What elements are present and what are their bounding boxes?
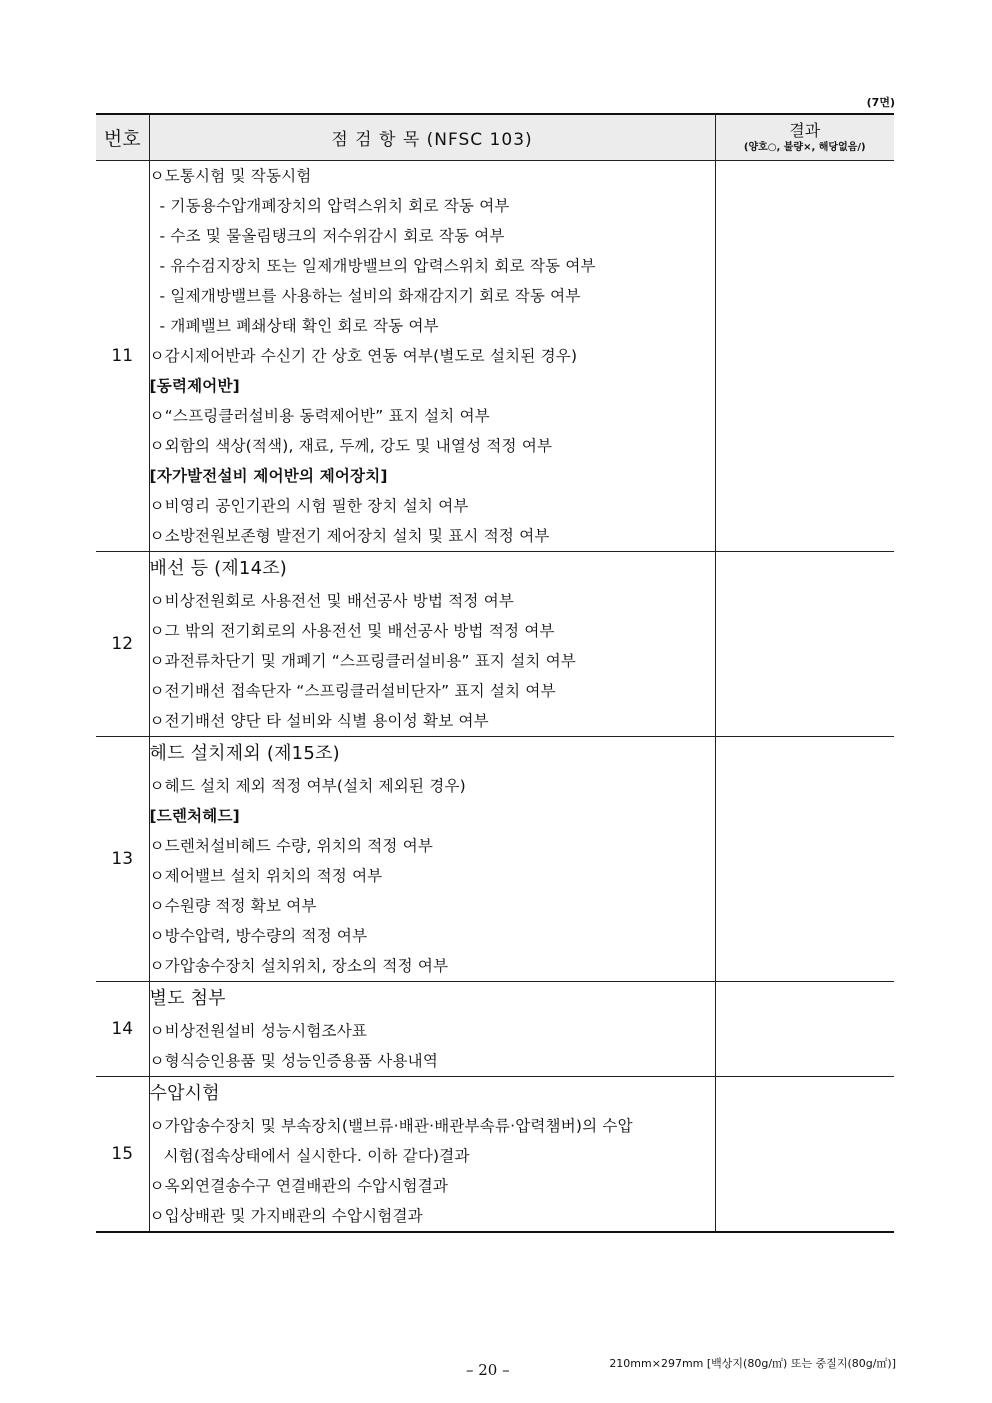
check-item: ㅇ비영리 공인기관의 시험 필한 장치 설치 여부	[149, 497, 469, 515]
result-cell[interactable]	[715, 161, 894, 552]
row-items	[149, 982, 715, 1077]
check-item: ㅇ비상전원회로 사용전선 및 배선공사 방법 적정 여부	[149, 592, 515, 610]
page-number: – 20 –	[466, 1361, 510, 1379]
row-number: 14	[96, 982, 149, 1077]
table-row	[96, 982, 894, 1077]
check-item: ㅇ드렌처설비헤드 수량, 위치의 적정 여부	[149, 837, 434, 855]
result-cell[interactable]	[715, 737, 894, 982]
check-item: ㅇ감시제어반과 수신기 간 상호 연동 여부(별도로 설치된 경우)	[149, 347, 578, 365]
result-cell[interactable]	[715, 1077, 894, 1233]
result-legend: (양호○, 불량×, 해당없음/)	[743, 141, 866, 153]
paper-size-note: 210mm×297mm [백상지(80g/㎡) 또는 중질지(80g/㎡)]	[609, 1357, 896, 1370]
check-item: 별도 첨부	[149, 988, 226, 1009]
table-row	[96, 552, 894, 737]
check-item: ㅇ형식승인용품 및 성능인증용품 사용내역	[149, 1052, 438, 1070]
check-item: ㅇ전기배선 양단 타 설비와 식별 용이성 확보 여부	[149, 712, 489, 730]
result-cell[interactable]	[715, 982, 894, 1077]
check-item: - 일제개방밸브를 사용하는 설비의 화재감지기 회로 작동 여부	[159, 287, 581, 305]
check-item: 배선 등 (제14조)	[149, 558, 288, 579]
check-item: ㅇ“스프링클러설비용 동력제어반” 표지 설치 여부	[149, 407, 490, 425]
check-item: ㅇ제어밸브 설치 위치의 적정 여부	[149, 867, 383, 885]
check-item: ㅇ옥외연결송수구 연결배관의 수압시험결과	[149, 1177, 449, 1195]
result-cell[interactable]	[715, 552, 894, 737]
page-label: (7면)	[866, 96, 895, 109]
row-items	[149, 552, 715, 737]
check-item: ㅇ입상배관 및 가지배관의 수압시험결과	[149, 1207, 423, 1225]
row-items	[149, 1077, 715, 1233]
check-item: ㅇ헤드 설치 제외 적정 여부(설치 제외된 경우)	[149, 777, 466, 795]
check-item: 헤드 설치제외 (제15조)	[149, 743, 340, 764]
table-header-row	[96, 114, 894, 161]
check-item: ㅇ외함의 색상(적색), 재료, 두께, 강도 및 내열성 적정 여부	[149, 437, 553, 455]
checklist-table	[96, 113, 894, 1233]
result-title: 결과	[789, 120, 821, 140]
check-item: - 유수검지장치 또는 일제개방밸브의 압력스위치 회로 작동 여부	[159, 257, 596, 275]
row-number: 15	[96, 1077, 149, 1233]
check-item: ㅇ가압송수장치 및 부속장치(밸브류·배관·배관부속류·압력챔버)의 수압	[149, 1117, 633, 1135]
check-item: [자가발전설비 제어반의 제어장치]	[149, 467, 388, 485]
check-item: - 기동용수압개폐장치의 압력스위치 회로 작동 여부	[159, 197, 510, 215]
check-item: ㅇ전기배선 접속단자 “스프링클러설비단자” 표지 설치 여부	[149, 682, 556, 700]
header-number: 번호	[96, 114, 149, 161]
header-result	[715, 114, 894, 161]
check-item: - 수조 및 물올림탱크의 저수위감시 회로 작동 여부	[159, 227, 505, 245]
table-row	[96, 161, 894, 552]
table-row	[96, 1077, 894, 1233]
check-item: 시험(접속상태에서 실시한다. 이하 같다)결과	[163, 1147, 470, 1165]
check-item: [동력제어반]	[149, 377, 240, 395]
check-item: 수압시험	[149, 1083, 220, 1104]
table-row	[96, 737, 894, 982]
check-item: ㅇ그 밖의 전기회로의 사용전선 및 배선공사 방법 적정 여부	[149, 622, 555, 640]
check-item: ㅇ도통시험 및 작동시험	[149, 167, 312, 185]
check-item: ㅇ소방전원보존형 발전기 제어장치 설치 및 표시 적정 여부	[149, 527, 550, 545]
check-item: ㅇ비상전원설비 성능시험조사표	[149, 1022, 368, 1040]
row-number: 13	[96, 737, 149, 982]
check-item: ㅇ수원량 적정 확보 여부	[149, 897, 317, 915]
row-number: 11	[96, 161, 149, 552]
header-item: 점 검 항 목 (NFSC 103)	[149, 114, 715, 161]
row-items	[149, 161, 715, 552]
check-item: ㅇ과전류차단기 및 개폐기 “스프링클러설비용” 표지 설치 여부	[149, 652, 577, 670]
row-items	[149, 737, 715, 982]
check-item: - 개폐밸브 폐쇄상태 확인 회로 작동 여부	[159, 317, 439, 335]
table-body	[96, 161, 894, 1233]
check-item: ㅇ방수압력, 방수량의 적정 여부	[149, 927, 368, 945]
row-number: 12	[96, 552, 149, 737]
check-item: [드렌처헤드]	[149, 807, 240, 825]
check-item: ㅇ가압송수장치 설치위치, 장소의 적정 여부	[149, 957, 449, 975]
